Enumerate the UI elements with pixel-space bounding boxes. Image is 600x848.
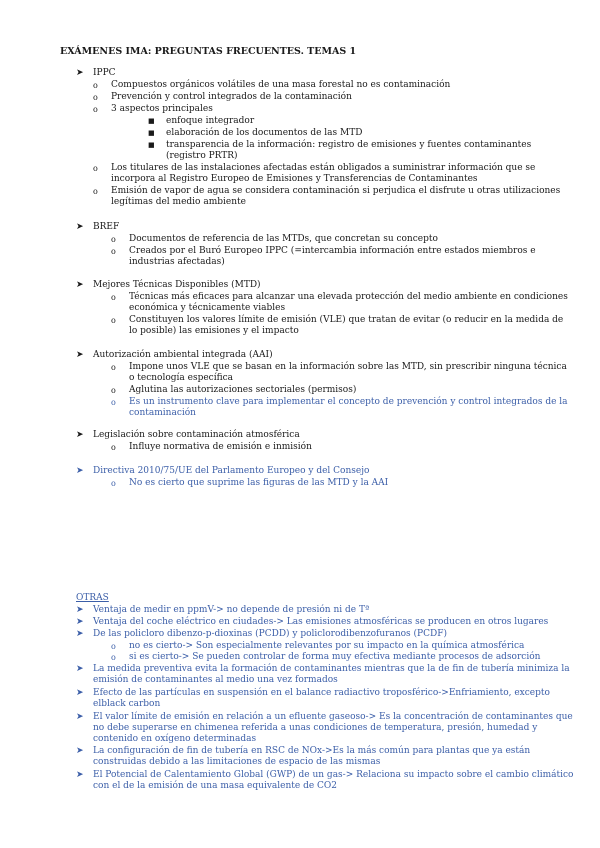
sub-item: elaboración de los documentos de las MTD (166, 128, 363, 138)
otras-item: De las policloro dibenzo-p-dioxinas (PCDD) y policlorodibenzofuranos (PCDF) (93, 629, 447, 639)
circle-bullet: o (93, 81, 98, 90)
sub-item-continued: (registro PRTR) (166, 151, 238, 161)
arrow-bullet: ➤ (76, 629, 84, 639)
list-item-highlight-continued: contaminación (129, 408, 196, 418)
list-item: Los titulares de las instalaciones afectadas están obligados a suministrar información que se (111, 163, 536, 173)
list-item: Documentos de referencia de las MTDs, que concretan su concepto (129, 234, 438, 244)
arrow-bullet: ➤ (76, 617, 84, 627)
list-item: Creados por el Buró Europeo IPPC (=intercambia información entre estados miembros e (129, 246, 536, 256)
list-item: Prevención y control integrados de la contaminación (111, 92, 352, 102)
heading-mtd: Mejores Técnicas Disponibles (MTD) (93, 280, 261, 290)
heading-legislacion: Legislación sobre contaminación atmosférica (93, 430, 300, 440)
document-title: EXÁMENES IMA: PREGUNTAS FRECUENTES. TEMAS 1 (60, 46, 357, 57)
arrow-bullet: ➤ (76, 350, 84, 360)
heading-bref: BREF (93, 222, 120, 232)
otras-item-continued: con el de la emisión de una masa equivalente de CO2 (93, 781, 338, 791)
square-bullet: ■ (148, 141, 155, 149)
list-item: Técnicas más eficaces para alcanzar una elevada protección del medio ambiente en condiciones (129, 292, 568, 302)
list-item-continued: o tecnología específica (129, 373, 234, 383)
arrow-bullet: ➤ (76, 746, 84, 756)
list-item: Constituyen los valores límite de emisión (VLE) que tratan de evitar (o reducir en la medida de (129, 315, 564, 325)
circle-bullet: o (111, 247, 116, 256)
circle-bullet: o (93, 93, 98, 102)
list-item-highlight: No es cierto que suprime las figuras de las MTD y la AAI (129, 478, 389, 488)
otras-item: La configuración de fin de tubería en RSC de NOx->Es la más común para plantas que ya están (93, 746, 531, 756)
circle-bullet: o (111, 479, 116, 488)
arrow-bullet: ➤ (76, 280, 84, 290)
list-item-continued: legítimas del medio ambiente (111, 197, 246, 207)
list-item-continued: industrias afectadas) (129, 257, 225, 267)
arrow-bullet: ➤ (76, 605, 84, 615)
list-item: 3 aspectos principales (111, 104, 213, 114)
arrow-bullet: ➤ (76, 664, 84, 674)
otras-item-continued: construidas debido a las limitaciones de espacio de las mismas (93, 757, 381, 767)
circle-bullet: o (111, 386, 116, 395)
arrow-bullet: ➤ (76, 68, 84, 78)
list-item-continued: lo posible) las emisiones y el impacto (129, 326, 299, 336)
list-item: Emisión de vapor de agua se considera contaminación si perjudica el disfrute u otras utilizaciones (111, 186, 561, 196)
otras-item-continued: no debe superarse en chimenea referida a unas condiciones de temperatura, presión, humedad y (93, 723, 538, 733)
circle-bullet: o (111, 398, 116, 407)
arrow-bullet: ➤ (76, 712, 84, 722)
otras-item: Ventaja del coche eléctrico en ciudades-> Las emisiones atmosféricas se producen en otros lugares (93, 617, 549, 627)
arrow-bullet: ➤ (76, 430, 84, 440)
circle-bullet: o (111, 443, 116, 452)
list-item-continued: incorpora al Registro Europeo de Emisiones y Transferencias de Contaminantes (111, 174, 478, 184)
heading-ippc: IPPC (93, 68, 116, 78)
circle-bullet: o (93, 187, 98, 196)
arrow-bullet: ➤ (76, 770, 84, 780)
arrow-bullet: ➤ (76, 466, 84, 476)
otras-sub-item: si es cierto-> Se pueden controlar de forma muy efectiva mediante procesos de adsorción (129, 652, 541, 662)
arrow-bullet: ➤ (76, 222, 84, 232)
heading-directiva: Directiva 2010/75/UE del Parlamento Europeo y del Consejo (93, 466, 370, 476)
list-item: Compuestos orgánicos volátiles de una masa forestal no es contaminación (111, 80, 451, 90)
list-item: Aglutina las autorizaciones sectoriales (permisos) (129, 385, 357, 395)
list-item-continued: económica y técnicamente viables (129, 303, 286, 313)
arrow-bullet: ➤ (76, 688, 84, 698)
heading-aai: Autorización ambiental integrada (AAI) (93, 350, 273, 360)
square-bullet: ■ (148, 117, 155, 125)
otras-item: El Potencial de Calentamiento Global (GWP) de un gas-> Relaciona su impacto sobre el cambio climático (93, 770, 574, 780)
circle-bullet: o (93, 164, 98, 173)
circle-bullet: o (111, 363, 116, 372)
otras-item-continued: elblack carbon (93, 699, 161, 709)
heading-otras: OTRAS (76, 593, 109, 603)
otras-item: El valor límite de emisión en relación a un efluente gaseoso-> Es la concentración de contaminantes que (93, 712, 573, 722)
circle-bullet: o (111, 293, 116, 302)
circle-bullet: o (93, 105, 98, 114)
otras-sub-item: no es cierto-> Son especialmente relevantes por su impacto en la química atmosférica (129, 641, 525, 651)
circle-bullet: o (111, 316, 116, 325)
circle-bullet: o (111, 653, 116, 662)
circle-bullet: o (111, 642, 116, 651)
otras-item-continued: emisión de contaminantes al medio una vez formados (93, 675, 338, 685)
sub-item: transparencia de la información: registro de emisiones y fuentes contaminantes (166, 140, 532, 150)
square-bullet: ■ (148, 129, 155, 137)
otras-item-continued: contenido en oxígeno determinadas (93, 734, 257, 744)
list-item: Influye normativa de emisión e inmisión (129, 442, 312, 452)
circle-bullet: o (111, 235, 116, 244)
list-item: Impone unos VLE que se basan en la información sobre las MTD, sin prescribir ninguna técnica (129, 362, 567, 372)
otras-item: Ventaja de medir en ppmV-> no depende de presión ni de Tª (93, 605, 370, 615)
otras-item: Efecto de las partículas en suspensión en el balance radiactivo troposférico->Enfriamiento, excepto (93, 688, 550, 698)
sub-item: enfoque integrador (166, 116, 255, 126)
otras-item: La medida preventiva evita la formación de contaminantes mientras que la de fin de tubería minimiza la (93, 664, 570, 674)
list-item-highlight: Es un instrumento clave para implementar el concepto de prevención y control integrados de la (129, 397, 568, 407)
